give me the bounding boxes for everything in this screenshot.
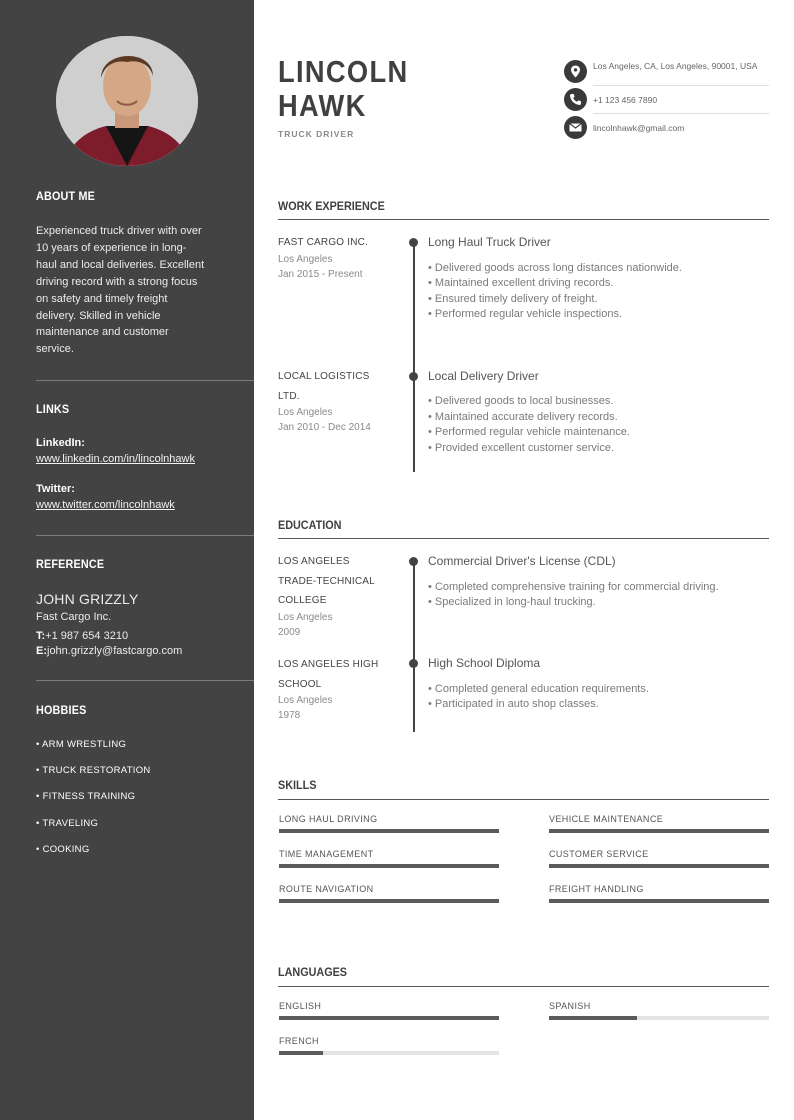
education-heading: EDUCATION <box>278 518 342 532</box>
twitter-link[interactable]: www.twitter.com/lincolnhawk <box>36 499 175 511</box>
reference-heading: REFERENCE <box>36 557 105 571</box>
work-title: Long Haul Truck Driver <box>428 235 551 249</box>
work-bullet: • Performed regular vehicle maintenance. <box>428 426 630 438</box>
timeline-dot <box>409 557 418 566</box>
avatar <box>56 36 198 166</box>
skill-bar <box>549 829 769 833</box>
work-dates: Jan 2010 - Dec 2014 <box>278 422 371 433</box>
languages-heading: LANGUAGES <box>278 965 348 979</box>
language-bar-fill <box>279 1016 499 1020</box>
skill-bar-fill <box>549 864 769 868</box>
language-bar <box>279 1051 499 1055</box>
language-bar-fill <box>279 1051 323 1055</box>
education-title: High School Diploma <box>428 656 541 670</box>
twitter-label: Twitter: <box>36 483 75 495</box>
email-icon <box>564 116 587 139</box>
work-bullet: • Provided excellent customer service. <box>428 442 615 454</box>
links-heading: LINKS <box>36 402 70 416</box>
divider <box>36 380 254 381</box>
education-bullet: • Specialized in long-haul trucking. <box>428 596 596 608</box>
skill-bar <box>549 899 769 903</box>
hobby-item: • ARM WRESTLING <box>36 739 127 750</box>
reference-name: JOHN GRIZZLY <box>36 591 139 607</box>
address-text: Los Angeles, CA, Los Angeles, 90001, USA <box>593 61 758 71</box>
hobby-item: • FITNESS TRAINING <box>36 791 136 802</box>
reference-company: Fast Cargo Inc. <box>36 611 112 623</box>
education-bullet: • Participated in auto shop classes. <box>428 698 599 710</box>
work-bullet: • Delivered goods to local businesses. <box>428 395 614 407</box>
skill-bar-fill <box>549 899 769 903</box>
education-school-line: SCHOOL <box>278 678 322 690</box>
work-company-line: LOCAL LOGISTICS <box>278 371 370 382</box>
section-rule <box>278 538 769 539</box>
about-line: Experienced truck driver with over <box>36 225 202 237</box>
location-pin-icon <box>564 60 587 83</box>
timeline-dot <box>409 372 418 381</box>
phone-icon <box>564 88 587 111</box>
language-bar-fill <box>549 1016 637 1020</box>
education-school <box>278 552 396 611</box>
hobbies-heading: HOBBIES <box>36 703 87 717</box>
sidebar <box>0 0 254 1120</box>
divider <box>593 85 769 86</box>
education-school-line: COLLEGE <box>278 595 327 606</box>
divider <box>36 535 254 536</box>
education-school <box>278 655 396 694</box>
skill-name: LONG HAUL DRIVING <box>279 814 378 824</box>
about-line: delivery. Skilled in vehicle <box>36 309 161 322</box>
work-bullet: • Performed regular vehicle inspections. <box>428 308 622 320</box>
hobby-item: • TRAVELING <box>36 818 99 829</box>
linkedin-link[interactable]: www.linkedin.com/in/lincolnhawk <box>36 453 195 465</box>
divider <box>593 113 769 114</box>
about-line: haul and local deliveries. Excellent <box>36 258 205 271</box>
section-rule <box>278 799 769 800</box>
language-name: FRENCH <box>279 1036 319 1046</box>
timeline-line <box>413 242 415 472</box>
skill-name: ROUTE NAVIGATION <box>279 884 374 894</box>
skill-bar-fill <box>549 829 769 833</box>
skill-bar <box>549 864 769 868</box>
education-location: Los Angeles <box>278 612 333 623</box>
reference-phone-label: T: <box>36 630 46 642</box>
skill-bar <box>279 829 499 833</box>
timeline-dot <box>409 659 418 668</box>
education-location: Los Angeles <box>278 695 333 706</box>
skills-heading: SKILLS <box>278 778 317 792</box>
education-year: 2009 <box>278 627 301 638</box>
education-title: Commercial Driver's License (CDL) <box>428 554 616 568</box>
work-bullet: • Delivered goods across long distances nationwide. <box>428 262 682 274</box>
work-bullet: • Ensured timely delivery of freight. <box>428 293 598 305</box>
reference-email-label: E: <box>36 645 47 657</box>
education-year: 1978 <box>278 710 301 721</box>
job-role: TRUCK DRIVER <box>278 129 355 139</box>
skill-bar-fill <box>279 864 499 868</box>
work-bullet: • Maintained accurate delivery records. <box>428 411 618 423</box>
about-line: 10 years of experience in long- <box>36 241 187 254</box>
language-bar <box>279 1016 499 1020</box>
skill-name: CUSTOMER SERVICE <box>549 849 649 859</box>
about-line: on safety and timely freight <box>36 292 168 305</box>
email-text: lincolnhawk@gmail.com <box>593 123 685 133</box>
skill-bar-fill <box>279 899 499 903</box>
language-bar <box>549 1016 769 1020</box>
timeline-dot <box>409 238 418 247</box>
work-title: Local Delivery Driver <box>428 369 539 383</box>
linkedin-label: LinkedIn: <box>36 437 85 449</box>
education-bullet: • Completed general education requirements. <box>428 683 649 695</box>
about-line: service. <box>36 343 74 356</box>
about-line: maintenance and customer <box>36 326 169 339</box>
phone-text: +1 123 456 7890 <box>593 95 658 105</box>
education-bullet: • Completed comprehensive training for commercial driving. <box>428 581 719 593</box>
work-dates: Jan 2015 - Present <box>278 269 363 280</box>
reference-email-value: john.grizzly@fastcargo.com <box>47 645 183 657</box>
reference-phone-value: +1 987 654 3210 <box>45 630 129 642</box>
profile-photo <box>56 36 198 166</box>
timeline-line <box>413 561 415 732</box>
work-location: Los Angeles <box>278 254 333 265</box>
skill-bar-fill <box>279 829 499 833</box>
education-school-line: TRADE-TECHNICAL <box>278 575 375 587</box>
first-name: LINCOLN <box>278 54 409 89</box>
work-company <box>278 367 396 406</box>
about-text <box>36 223 231 358</box>
hobby-item: • COOKING <box>36 844 90 855</box>
work-bullet: • Maintained excellent driving records. <box>428 277 614 289</box>
about-line: driving record with a strong focus <box>36 275 198 288</box>
page-title <box>278 55 408 123</box>
last-name: HAWK <box>278 88 367 123</box>
language-name: SPANISH <box>549 1001 591 1011</box>
reference-phone <box>36 630 128 642</box>
work-heading: WORK EXPERIENCE <box>278 199 385 213</box>
section-rule <box>278 219 769 220</box>
reference-email <box>36 645 182 657</box>
work-company: FAST CARGO INC. <box>278 237 369 248</box>
divider <box>36 680 254 681</box>
language-name: ENGLISH <box>279 1001 322 1011</box>
section-rule <box>278 986 769 987</box>
work-company-line: LTD. <box>278 390 300 402</box>
skill-name: TIME MANAGEMENT <box>279 849 374 859</box>
skill-bar <box>279 899 499 903</box>
skill-bar <box>279 864 499 868</box>
education-school-line: LOS ANGELES <box>278 556 350 567</box>
work-location: Los Angeles <box>278 407 333 418</box>
about-heading: ABOUT ME <box>36 189 96 203</box>
skill-name: VEHICLE MAINTENANCE <box>549 814 664 824</box>
education-school-line: LOS ANGELES HIGH <box>278 659 379 670</box>
hobby-item: • TRUCK RESTORATION <box>36 765 151 776</box>
skill-name: FREIGHT HANDLING <box>549 884 644 894</box>
